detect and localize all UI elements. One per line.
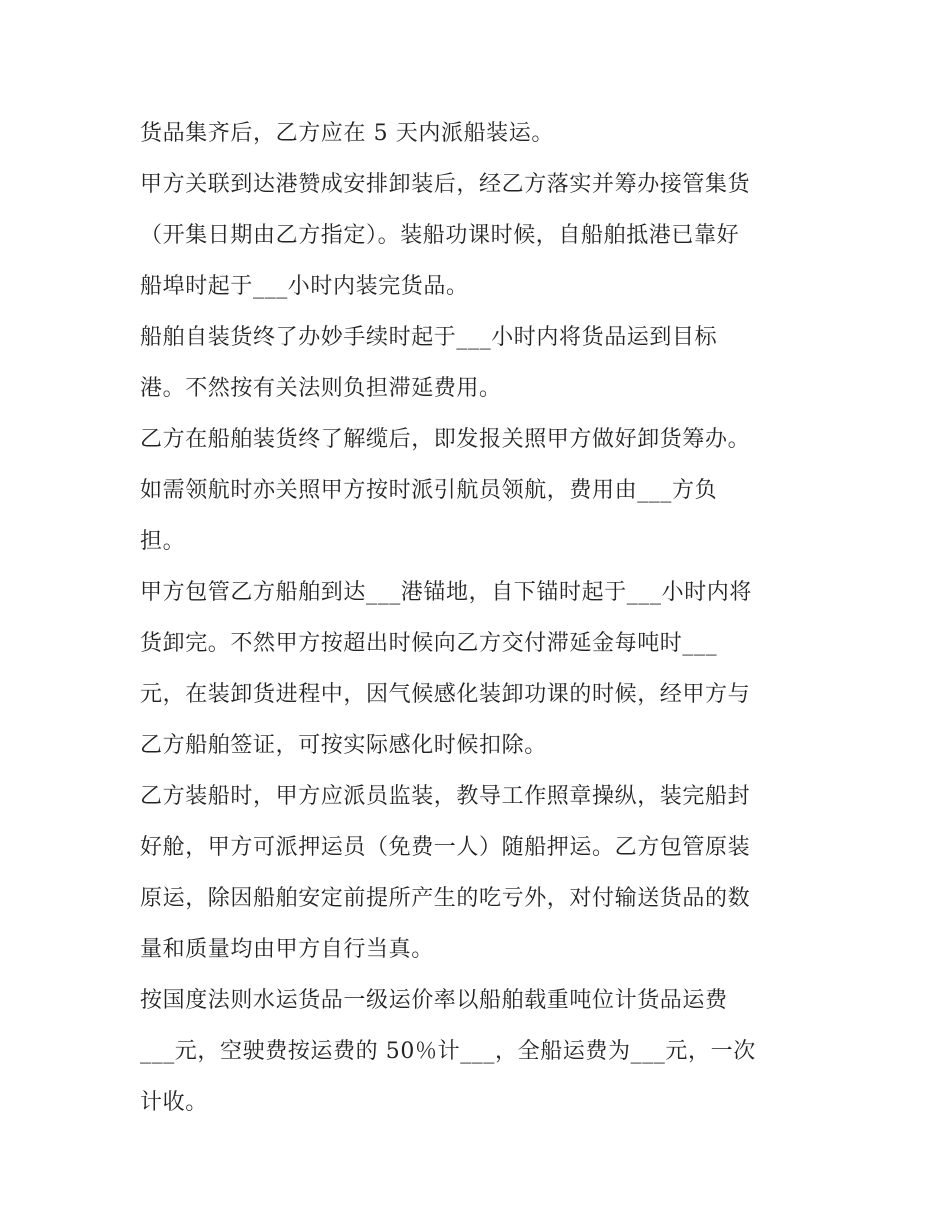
text-line: 甲方关联到达港赞成安排卸装后，经乙方落实并筹办接管集货 [140, 172, 751, 197]
text-line: 如需领航时亦关照甲方按时派引航员领航，费用由___方负 [140, 478, 718, 503]
text-line: 船埠时起于___小时内装完货品。 [140, 274, 469, 299]
text-line: 元，在装卸货进程中，因气候感化装卸功课的时候，经甲方与 [140, 682, 751, 707]
text-line: 乙方船舶签证，可按实际感化时候扣除。 [140, 733, 547, 758]
text-line: 按国度法则水运货品一级运价率以船舶载重吨位计货品运费 [140, 988, 728, 1013]
text-line: 港。不然按有关法则负担滞延费用。 [140, 376, 502, 401]
text-line: 货品集齐后，乙方应在 5 天内派船装运。 [140, 121, 554, 146]
body-text [140, 108, 830, 1128]
text-line: 乙方在船舶装货终了解缆后，即发报关照甲方做好卸货筹办。 [140, 427, 751, 452]
text-line: 甲方包管乙方船舶到达___港锚地，自下锚时起于___小时内将 [140, 580, 753, 605]
text-line: 好舱，甲方可派押运员（免费一人）随船押运。乙方包管原装 [140, 835, 751, 860]
text-line: 船舶自装货终了办妙手续时起于___小时内将货品运到目标 [140, 325, 718, 350]
text-line: 乙方装船时，甲方应派员监装，教导工作照章操纵，装完船封 [140, 784, 751, 809]
text-line: 计收。 [140, 1090, 208, 1115]
text-line: 货卸完。不然甲方按超出时候向乙方交付滞延金每吨时___ [140, 631, 718, 656]
text-line: （开集日期由乙方指定）。装船功课时候，自船舶抵港已靠好 [140, 223, 740, 248]
text-line: 原运，除因船舶安定前提所产生的吃亏外，对付输送货品的数 [140, 886, 751, 911]
text-line: ___元，空驶费按运费的 50％计___，全船运费为___元，一次 [140, 1039, 756, 1064]
text-line: 担。 [140, 529, 186, 554]
text-line: 量和质量均由甲方自行当真。 [140, 937, 434, 962]
